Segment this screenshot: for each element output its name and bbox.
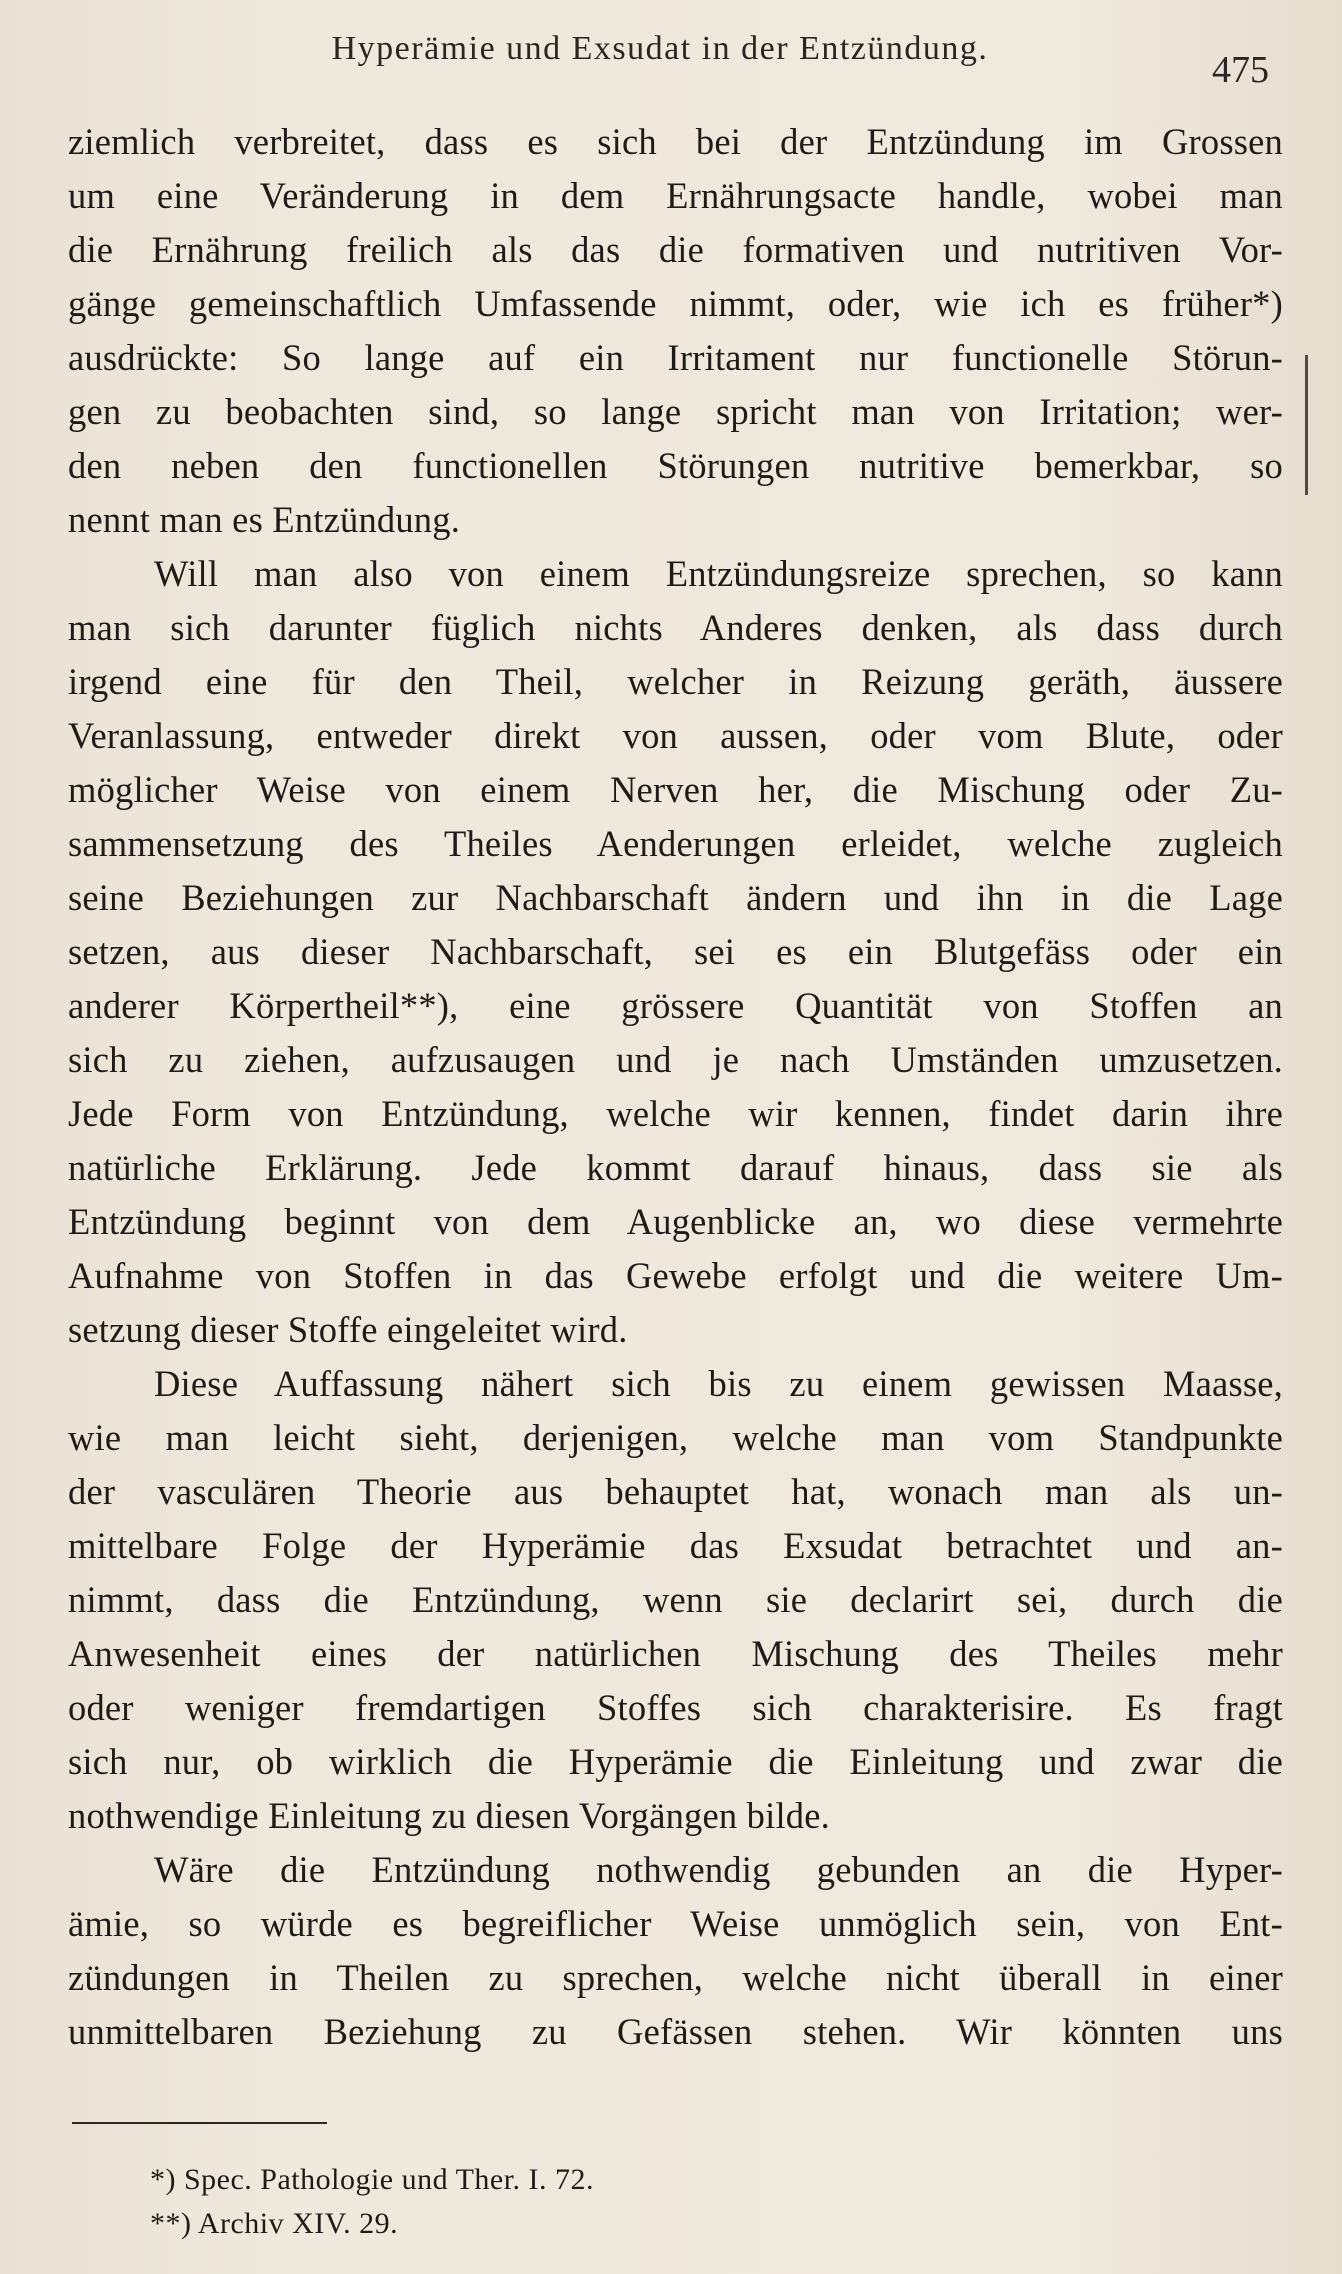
text-line: ziemlich verbreitet, dass es sich bei der Entzündung im Grossen — [68, 121, 1283, 162]
text-line: Wäre die Entzündung nothwendig gebunden an die Hyper- — [154, 1849, 1283, 1890]
text-line: gänge gemeinschaftlich Umfassende nimmt, oder, wie ich es früher*) — [68, 283, 1283, 324]
text-line: Diese Auffassung nähert sich bis zu einem gewissen Maasse, — [154, 1363, 1283, 1404]
text-line: um eine Veränderung in dem Ernährungsacte handle, wobei man — [68, 175, 1283, 216]
text-line: anderer Körpertheil**), eine grössere Quantität von Stoffen an — [68, 985, 1283, 1026]
text-line: irgend eine für den Theil, welcher in Reizung geräth, äussere — [68, 661, 1283, 702]
text-line: nennt man es Entzündung. — [68, 499, 461, 540]
footnote: **) Archiv XIV. 29. — [150, 2207, 399, 2240]
text-line: den neben den functionellen Störungen nutritive bemerkbar, so — [68, 445, 1283, 486]
text-line: Will man also von einem Entzündungsreize sprechen, so kann — [154, 553, 1283, 594]
body-text — [68, 115, 1283, 2059]
text-line: setzen, aus dieser Nachbarschaft, sei es ein Blutgefäss oder ein — [68, 931, 1283, 972]
text-line: ämie, so würde es begreiflicher Weise unmöglich sein, von Ent- — [68, 1903, 1283, 1944]
text-line: möglicher Weise von einem Nerven her, die Mischung oder Zu- — [68, 769, 1283, 810]
margin-mark — [1305, 355, 1308, 495]
text-line: Entzündung beginnt von dem Augenblicke an, wo diese vermehrte — [68, 1201, 1283, 1242]
text-line: unmittelbaren Beziehung zu Gefässen stehen. Wir könnten uns — [68, 2011, 1283, 2052]
footnote-rule — [72, 2122, 327, 2124]
text-line: Anwesenheit eines der natürlichen Mischung des Theiles mehr — [68, 1633, 1283, 1674]
text-line: Aufnahme von Stoffen in das Gewebe erfolgt und die weitere Um- — [68, 1255, 1283, 1296]
text-line: oder weniger fremdartigen Stoffes sich charakterisire. Es fragt — [68, 1687, 1283, 1728]
text-line: ausdrückte: So lange auf ein Irritament nur functionelle Störun- — [68, 337, 1283, 378]
text-line: sich zu ziehen, aufzusaugen und je nach Umständen umzusetzen. — [68, 1039, 1283, 1080]
text-line: nimmt, dass die Entzündung, wenn sie declarirt sei, durch die — [68, 1579, 1283, 1620]
text-line: der vasculären Theorie aus behauptet hat, wonach man als un- — [68, 1471, 1283, 1512]
text-line: wie man leicht sieht, derjenigen, welche man vom Standpunkte — [68, 1417, 1283, 1458]
text-line: die Ernährung freilich als das die formativen und nutritiven Vor- — [68, 229, 1283, 270]
text-line: seine Beziehungen zur Nachbarschaft ändern und ihn in die Lage — [68, 877, 1283, 918]
text-line: gen zu beobachten sind, so lange spricht man von Irritation; wer- — [68, 391, 1283, 432]
text-line: Jede Form von Entzündung, welche wir kennen, findet darin ihre — [68, 1093, 1283, 1134]
text-line: mittelbare Folge der Hyperämie das Exsudat betrachtet und an- — [68, 1525, 1283, 1566]
text-line: sammensetzung des Theiles Aenderungen erleidet, welche zugleich — [68, 823, 1283, 864]
text-line: sich nur, ob wirklich die Hyperämie die Einleitung und zwar die — [68, 1741, 1283, 1782]
page-number: 475 — [1212, 49, 1269, 91]
text-line: zündungen in Theilen zu sprechen, welche nicht überall in einer — [68, 1957, 1283, 1998]
text-line: setzung dieser Stoffe eingeleitet wird. — [68, 1309, 628, 1350]
text-line: man sich darunter füglich nichts Anderes denken, als dass durch — [68, 607, 1283, 648]
text-line: natürliche Erklärung. Jede kommt darauf hinaus, dass sie als — [68, 1147, 1283, 1188]
running-title: Hyperämie und Exsudat in der Entzündung. — [331, 30, 989, 67]
footnotes — [150, 2158, 850, 2246]
text-line: Veranlassung, entweder direkt von aussen, oder vom Blute, oder — [68, 715, 1283, 756]
text-line: nothwendige Einleitung zu diesen Vorgängen bilde. — [68, 1795, 830, 1836]
footnote: *) Spec. Pathologie und Ther. I. 72. — [150, 2163, 595, 2196]
